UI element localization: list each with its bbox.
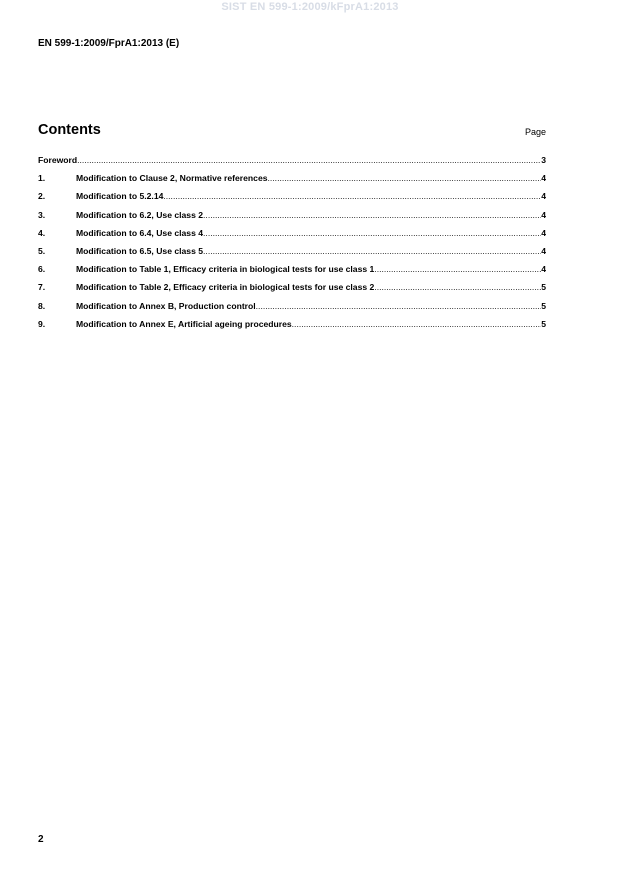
toc-entry[interactable] (38, 246, 546, 264)
toc-leader-dots (203, 246, 541, 256)
toc-entry-number: 6. (38, 264, 46, 275)
toc-leader-dots (203, 210, 541, 220)
toc-entry-title: Modification to Clause 2, Normative references (76, 173, 268, 184)
toc-entry-number: 1. (38, 173, 46, 184)
toc-leader-dots (292, 319, 542, 329)
toc-leader-dots (77, 155, 541, 165)
toc-entry-number: 7. (38, 282, 46, 293)
toc-entry[interactable] (38, 301, 546, 319)
toc-entry[interactable] (38, 264, 546, 282)
toc-entry-title: Modification to 6.4, Use class 4 (76, 227, 204, 238)
toc-entry-page: 4 (541, 191, 546, 202)
toc-entry-title: Modification to Table 1, Efficacy criteria in biological tests for use class 1 (76, 264, 375, 275)
toc-entry-page: 4 (541, 245, 546, 256)
toc-entry-number: 5. (38, 245, 46, 256)
toc-entry-title: Foreword (38, 155, 78, 165)
toc-entry-title: Modification to Table 2, Efficacy criteria in biological tests for use class 2 (76, 282, 375, 293)
contents-heading: Contents (38, 122, 101, 138)
toc-entry[interactable] (38, 210, 546, 228)
toc-leader-dots (374, 264, 541, 274)
toc-entry-number: 4. (38, 227, 46, 238)
toc-entry-page: 5 (541, 300, 546, 311)
toc-leader-dots (268, 173, 542, 183)
toc-entry[interactable] (38, 228, 546, 246)
toc-entry[interactable] (38, 173, 546, 191)
toc-entry-title: Modification to 6.5, Use class 5 (76, 245, 204, 256)
page-column-label: Page (524, 127, 546, 137)
toc-entry-number: 3. (38, 209, 46, 220)
toc-leader-dots (256, 301, 542, 311)
toc-entry-number: 9. (38, 318, 46, 329)
toc-leader-dots (163, 191, 541, 201)
toc-entry-page: 4 (541, 227, 546, 238)
document-identifier: EN 599-1:2009/FprA1:2013 (E) (38, 38, 180, 49)
toc-entry-page: 5 (541, 318, 546, 329)
toc-entry-title: Modification to Annex E, Artificial ageing procedures (76, 318, 292, 329)
toc-entry[interactable] (38, 191, 546, 209)
toc-entry-foreword[interactable] (38, 155, 546, 173)
toc-entry-page: 4 (541, 209, 546, 220)
toc-entry-number: 8. (38, 300, 46, 311)
toc-entry-page: 3 (541, 155, 546, 165)
toc-entry-page: 4 (541, 264, 546, 275)
table-of-contents (38, 155, 546, 337)
toc-entry-page: 5 (541, 282, 546, 293)
page-number: 2 (38, 834, 44, 845)
toc-entry-number: 2. (38, 191, 46, 202)
watermark: SIST EN 599-1:2009/kFprA1:2013 (221, 1, 399, 13)
toc-entry[interactable] (38, 282, 546, 300)
toc-leader-dots (374, 282, 541, 292)
toc-entry-title: Modification to 6.2, Use class 2 (76, 209, 204, 220)
toc-entry[interactable] (38, 319, 546, 337)
toc-leader-dots (203, 228, 541, 238)
toc-entry-page: 4 (541, 173, 546, 184)
toc-entry-title: Modification to 5.2.14 (76, 191, 164, 202)
toc-entry-title: Modification to Annex B, Production control (76, 300, 256, 311)
